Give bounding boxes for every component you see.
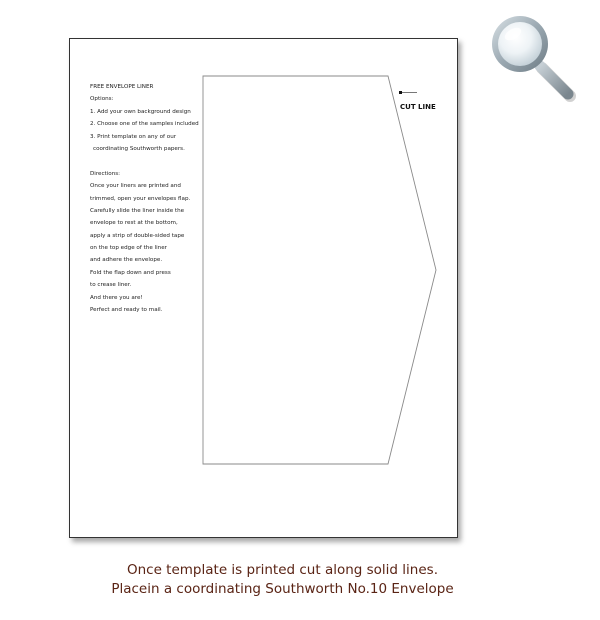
option-item: 2. Choose one of the samples included [90,121,199,128]
option-item: 1. Add your own background design [90,108,191,115]
direction-item: to crease liner. [90,282,132,289]
caption [0,561,565,599]
direction-item: trimmed, open your envelopes flap. [90,195,191,202]
cut-line-marker [399,91,417,94]
instructions-title: FREE ENVELOPE LINER [90,84,154,90]
direction-item: envelope to rest at the bottom, [90,220,178,227]
direction-item: And there you are! [90,294,143,301]
magnifier-icon[interactable] [484,8,580,104]
direction-item: Perfect and ready to mail. [90,307,163,314]
liner-outline [70,39,457,537]
direction-item: apply a strip of double-sided tape [90,232,185,239]
caption-line-1: Once template is printed cut along solid lines. [126,562,438,578]
caption-line-2: Placein a coordinating Southworth No.10 Envelope [111,581,454,597]
direction-item: on the top edge of the liner [90,245,167,252]
directions-heading: Directions: [90,170,121,177]
template-page [69,38,458,538]
direction-item: and adhere the envelope. [90,257,163,264]
options-heading: Options: [90,96,114,103]
direction-item: Carefully slide the liner inside the [90,207,185,214]
direction-item: Fold the flap down and press [90,269,171,276]
liner-cut-shape [203,76,436,464]
direction-item: Once your liners are printed and [90,183,181,190]
option-item: 3. Print template on any of our [90,133,177,140]
cut-line-label: CUT LINE [400,103,436,111]
option-item: coordinating Southworth papers. [93,145,185,152]
